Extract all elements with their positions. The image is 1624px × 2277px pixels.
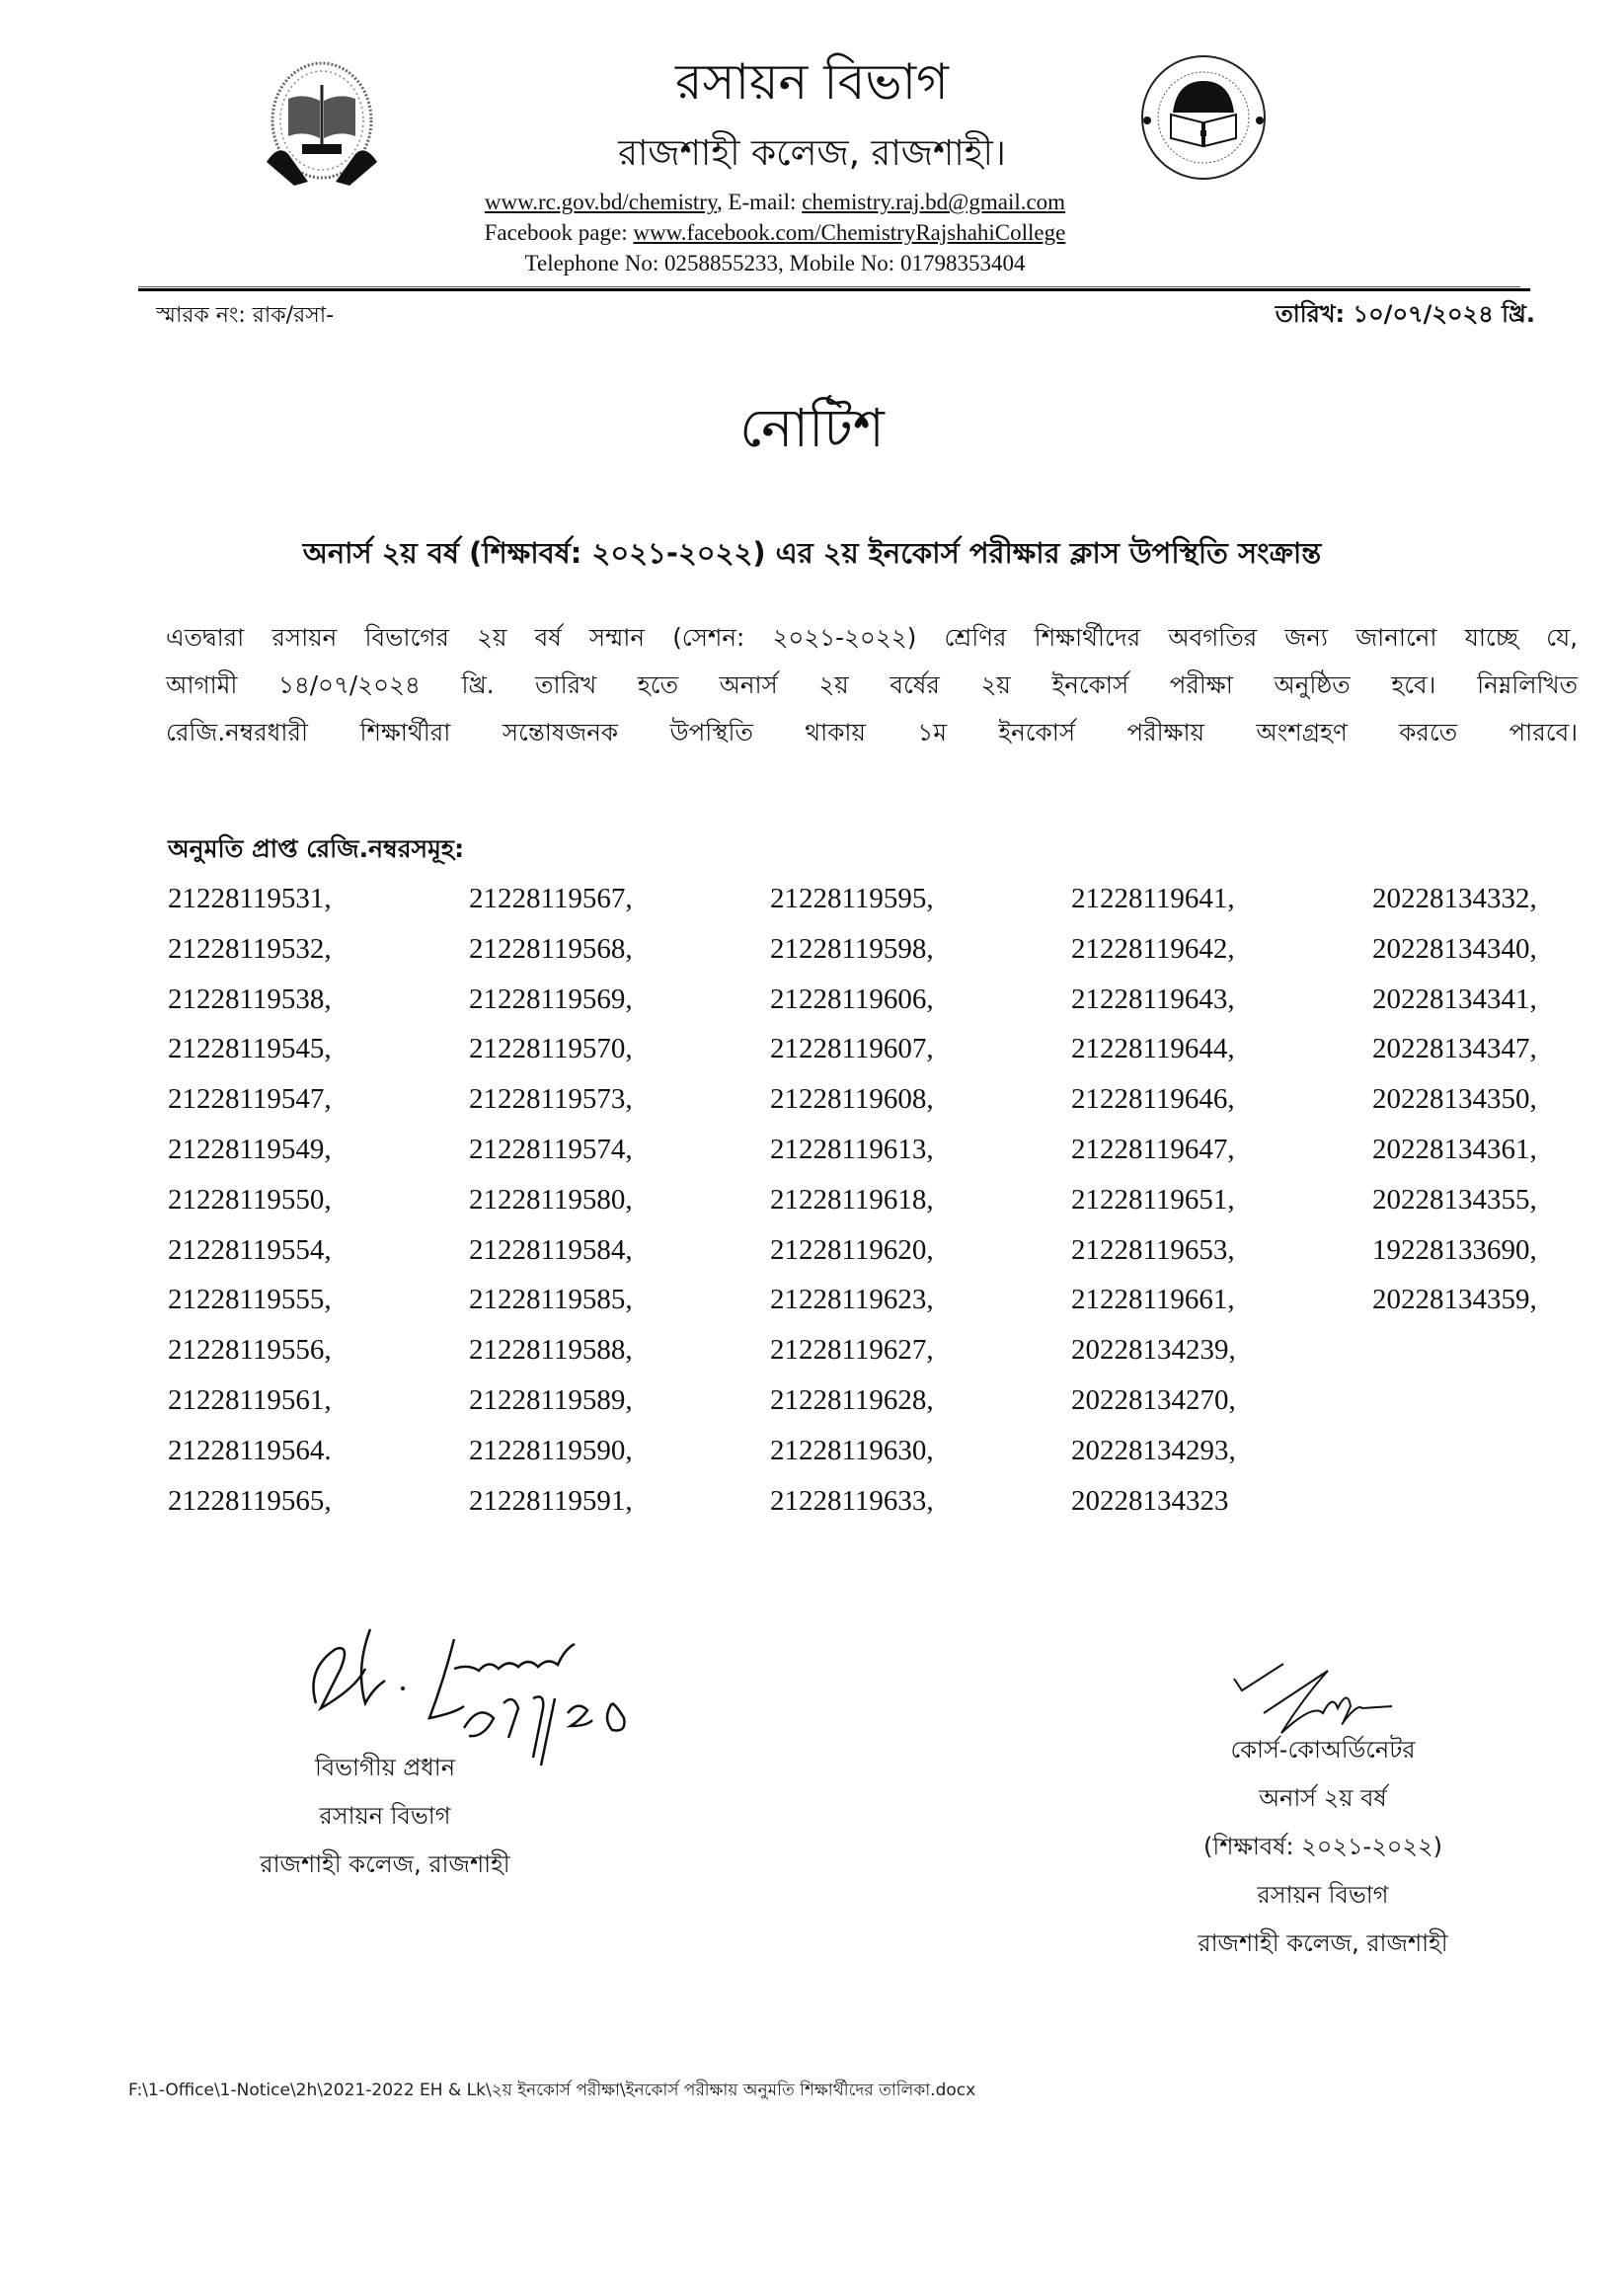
registration-column [1372,882,1537,1333]
registration-number: 21228119630, [770,1434,934,1466]
email-link[interactable]: chemistry.raj.bd@gmail.com [802,190,1066,214]
facebook-label: Facebook page: [484,220,628,245]
registration-number: 21228119647, [1071,1133,1235,1165]
registration-number: 21228119545, [168,1033,332,1065]
registration-number: 21228119623, [770,1284,934,1316]
contact-telephone: Telephone No: 0258855233, Mobile No: 01798353404 [524,251,1026,275]
registration-number: 21228119595, [770,883,934,914]
college-title: রাজশাহী কলেজ, রাজশাহী। [618,133,1006,174]
registration-number: 20228134355, [1372,1183,1537,1216]
registration-number: 21228119574, [469,1133,633,1165]
comma-separator: , [716,190,729,214]
registration-number: 21228119567, [469,883,633,914]
registration-number: 20228134359, [1372,1284,1537,1316]
registration-number: 21228119565, [168,1484,332,1517]
registration-number: 21228119550, [168,1183,332,1216]
header-divider-thin [138,286,1520,287]
registration-column [168,882,332,1533]
registration-number: 20228134293, [1071,1434,1236,1466]
registration-column [1071,882,1236,1533]
registration-number: 20228134347, [1372,1033,1537,1065]
registration-number: 21228119588, [469,1334,633,1367]
registration-column [770,882,934,1533]
notice-subject: অনার্স ২য় বর্ষ (শিক্ষাবর্ষ: ২০২১-২০২২) এর ২য় ইনকোর্স পরীক্ষার ক্লাস উপস্থিতি সংক্রান্ত [302,536,1322,570]
registration-number: 21228119618, [770,1183,934,1216]
registration-number: 21228119538, [168,982,332,1015]
registration-number: 21228119570, [469,1033,633,1065]
registration-number: 21228119627, [770,1334,934,1367]
memo-number: স্মারক নং: রাক/রসা- [156,303,335,328]
signatory-session: (শিক্ষাবর্ষ: ২০২১-২০২২) [1203,1833,1442,1860]
signatory-title: কোর্স-কোঅর্ডিনেটর [1230,1736,1416,1764]
registration-number: 21228119591, [469,1484,633,1517]
facebook-link[interactable]: www.facebook.com/ChemistryRajshahiCollege [633,220,1066,245]
registration-number: 21228119620, [770,1233,934,1266]
registration-number: 20228134350, [1372,1083,1537,1116]
website-link[interactable]: www.rc.gov.bd/chemistry [484,190,717,214]
registration-number: 21228119547, [168,1083,332,1116]
registration-number: 21228119661, [1071,1284,1235,1316]
registration-number: 21228119561, [168,1383,332,1416]
registration-number: 20228134270, [1071,1383,1236,1416]
registration-number: 21228119549, [168,1133,332,1165]
paragraph-line: আগামী ১৪/০৭/২০২৪ খ্রি. তারিখ হতে অনার্স ২য় বর্ষের ২য় ইনকোর্স পরীক্ষা অনুষ্ঠিত হবে। নিম্নলিখিত [166,670,1578,699]
department-title: রসায়ন বিভাগ [675,53,949,111]
registration-number: 21228119532, [168,932,332,965]
registration-number: 21228119531, [168,883,332,914]
paragraph-line: এতদ্বারা রসায়ন বিভাগের ২য় বর্ষ সম্মান (সেশন: ২০২১-২০২২) শ্রেণির শিক্ষার্থীদের অবগতির জন্য জানানো যাচ্ছে যে, [166,623,1578,652]
registration-number: 21228119573, [469,1083,633,1116]
signatory-title: বিভাগীয় প্রধান [314,1754,456,1781]
registration-number: 21228119598, [770,932,934,965]
footer-file-path: F:\1-Office\1-Notice\2h\2021-2022 EH & Lk\২য় ইনকোর্স পরীক্ষা\ইনকোর্স পরীক্ষায় অনুমতি শিক্ষার্থীদের তালিকা.docx [128,2081,976,2100]
registration-number: 21228119585, [469,1284,633,1316]
registration-number: 21228119589, [469,1383,633,1416]
registration-number: 21228119643, [1071,982,1235,1015]
registration-column [469,882,633,1533]
notice-date: তারিখ: ১০/০৭/২০২৪ খ্রি. [1275,300,1535,328]
registration-number: 21228119607, [770,1033,934,1065]
registration-number: 21228119590, [469,1434,633,1466]
signatory-department: রসায়ন বিভাগ [1257,1881,1389,1909]
signatory-department: রসায়ন বিভাগ [319,1802,451,1830]
registration-number: 21228119651, [1071,1183,1235,1216]
registration-number: 21228119642, [1071,932,1235,965]
registration-number: 21228119556, [168,1334,332,1367]
notice-title: নোটিশ [739,397,885,459]
registration-number: 21228119568, [469,932,633,965]
coordinator-signature [1224,1659,1422,1738]
registration-number: 21228119564. [168,1434,332,1466]
registration-number: 21228119613, [770,1133,934,1165]
registration-number: 21228119584, [469,1233,633,1266]
registration-number: 20228134239, [1071,1334,1236,1367]
registration-number: 21228119628, [770,1383,934,1416]
signatory-college: রাজশাহী কলেজ, রাজশাহী [260,1850,510,1878]
header-divider [138,288,1530,291]
contact-facebook [0,220,1550,246]
signatory-college: রাজশাহী কলেজ, রাজশাহী [1198,1929,1448,1957]
email-label: E-mail: [728,190,797,214]
registration-list-header: অনুমতি প্রাপ্ত রেজি.নম্বরসমূহ: [168,834,465,863]
registration-number: 20228134340, [1372,932,1537,965]
registration-number: 21228119580, [469,1183,633,1216]
registration-number: 21228119569, [469,982,633,1015]
signatory-program: অনার্স ২য় বর্ষ [1259,1784,1387,1812]
registration-number: 20228134341, [1372,982,1537,1015]
registration-number: 21228119653, [1071,1233,1235,1266]
registration-number: 21228119644, [1071,1033,1235,1065]
registration-number: 19228133690, [1372,1233,1537,1266]
registration-number: 20228134323 [1071,1484,1229,1517]
registration-number: 21228119608, [770,1083,934,1116]
registration-number: 21228119646, [1071,1083,1235,1116]
coordinator-signatory-block [1135,1730,1510,1972]
head-signatory-block [227,1748,543,1893]
paragraph-line: রেজি.নম্বরধারী শিক্ষার্থীরা সন্তোষজনক উপস্থিতি থাকায় ১ম ইনকোর্স পরীক্ষায় অংশগ্রহণ করতে পারবে। [166,718,1578,746]
registration-number: 21228119555, [168,1284,332,1316]
registration-number: 21228119554, [168,1233,332,1266]
registration-number: 20228134361, [1372,1133,1537,1165]
registration-number: 21228119606, [770,982,934,1015]
contact-web-email [0,190,1550,215]
registration-number: 21228119641, [1071,883,1235,914]
registration-number: 20228134332, [1372,883,1537,914]
registration-number: 21228119633, [770,1484,934,1517]
